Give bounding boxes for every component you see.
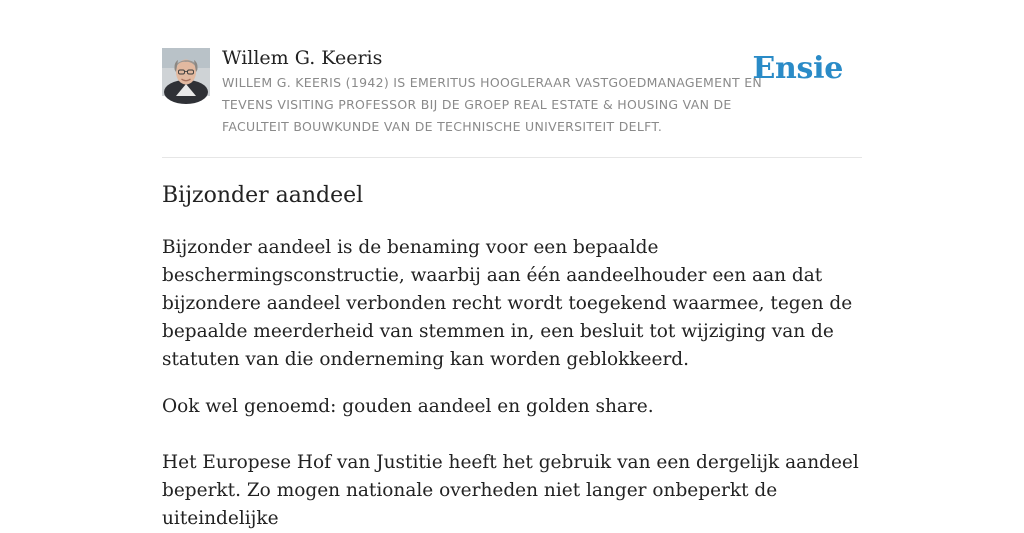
author-bio: WILLEM G. KEERIS (1942) IS EMERITUS HOOGLERAAR VASTGOEDMANAGEMENT EN TEVENS VISITING PROFESSOR BIJ DE GROEP REAL ESTATE & HOUSING VAN DE FACULTEIT BOUWKUNDE VAN DE TECHNISCHE UNIVERSITEIT DELFT. [222,75,763,134]
article-paragraph: Ook wel genoemd: gouden aandeel en golden share. [162,396,654,417]
author-name[interactable]: Willem G. Keeris [222,47,383,69]
author-header [162,44,862,158]
ensie-logo[interactable]: Ensie [752,51,843,86]
article-title: Bijzonder aandeel [162,183,364,208]
article [162,178,862,533]
author-avatar[interactable] [162,48,210,96]
article-paragraph: Het Europese Hof van Justitie heeft het gebruik van een dergelijk aandeel beperkt. Zo mogen nationale overheden niet langer onbeperkt de uiteindelijke [162,452,859,529]
author-portrait-icon [162,48,210,96]
article-paragraph: Bijzonder aandeel is de benaming voor een bepaalde beschermingsconstructie, waarbij aan één aandeelhouder een aan dat bijzondere aandeel verbonden recht wordt toegekend waarmee, tegen de bepaalde meerderheid van stemmen in, een besluit tot wijziging van de statuten van die onderneming kan worden geblokkeerd. [162,237,853,370]
